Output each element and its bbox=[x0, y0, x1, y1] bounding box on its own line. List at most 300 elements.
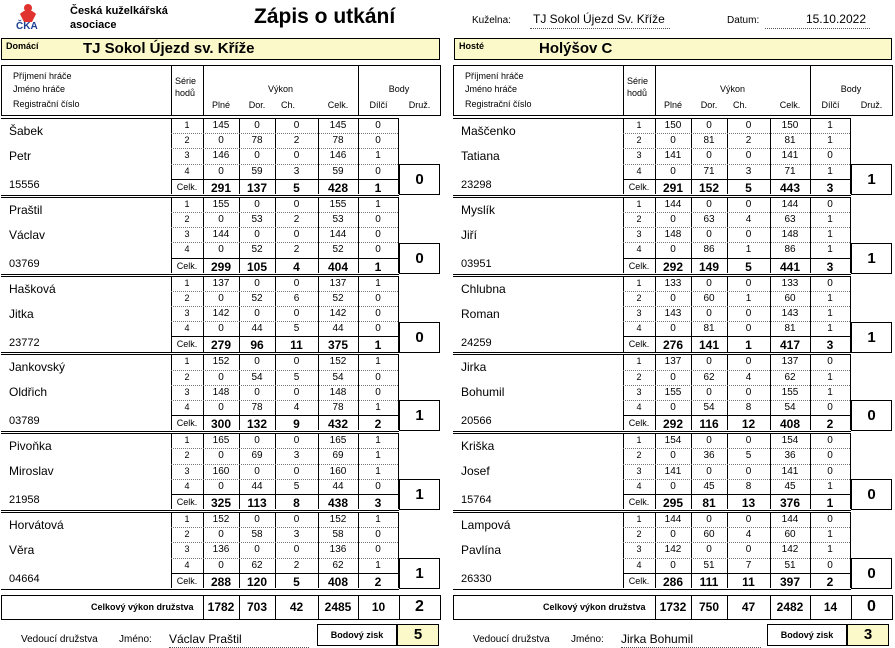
series-value: 63 bbox=[703, 214, 715, 225]
series-value: 6 bbox=[293, 292, 300, 304]
series-number: 1 bbox=[636, 198, 642, 209]
series-value: 52 bbox=[332, 292, 344, 304]
col-player-surname: Příjmení hráče bbox=[13, 71, 72, 81]
series-value: 0 bbox=[745, 514, 752, 525]
series-value: 2 bbox=[293, 135, 300, 147]
player-surname: Chlubna bbox=[461, 281, 506, 296]
series-value: 0 bbox=[706, 120, 712, 131]
series-value: 60 bbox=[703, 292, 715, 304]
total-row-line bbox=[623, 179, 851, 180]
col-dilci: Dílčí bbox=[821, 100, 840, 110]
series-value: 5 bbox=[293, 323, 300, 335]
series-value: 144 bbox=[781, 198, 799, 210]
series-value: 54 bbox=[784, 402, 796, 413]
player-reg-number: 20566 bbox=[461, 415, 492, 428]
series-value: 78 bbox=[332, 135, 344, 147]
player-total-value: 292 bbox=[662, 417, 684, 432]
series-value: 137 bbox=[664, 356, 682, 368]
series-row-line bbox=[623, 527, 850, 528]
total-label: Celk. bbox=[628, 181, 650, 192]
points-gain-label: Bodový zisk bbox=[317, 624, 397, 646]
player-surname: Jirka bbox=[461, 360, 487, 375]
series-value: 0 bbox=[218, 244, 224, 256]
series-value: 137 bbox=[329, 277, 347, 289]
series-value: 0 bbox=[218, 292, 224, 304]
series-value: 3 bbox=[745, 165, 752, 177]
team-total-value: 14 bbox=[823, 600, 838, 614]
player-top-line bbox=[1, 197, 399, 198]
series-value: 1 bbox=[375, 356, 381, 368]
series-value: 51 bbox=[784, 559, 796, 571]
col-dor: Dor. bbox=[700, 100, 718, 110]
col-dilci: Dílčí bbox=[369, 100, 388, 110]
series-value: 141 bbox=[781, 150, 799, 162]
series-value: 81 bbox=[784, 323, 796, 335]
player-surname: Praštil bbox=[9, 202, 43, 217]
player-surname: Šabek bbox=[9, 124, 44, 138]
series-value: 58 bbox=[251, 529, 263, 541]
series-row-line bbox=[171, 133, 398, 134]
player-total-value: 408 bbox=[779, 417, 801, 432]
series-value: 142 bbox=[781, 544, 799, 556]
player-total-value: 3 bbox=[826, 259, 834, 274]
total-row-line bbox=[171, 258, 399, 259]
player-total-value: 432 bbox=[327, 417, 349, 432]
col-plne: Plné bbox=[211, 100, 230, 110]
series-row-line bbox=[623, 321, 850, 322]
total-label: Celk. bbox=[628, 575, 650, 586]
series-value: 2 bbox=[293, 244, 300, 256]
series-value: 0 bbox=[375, 120, 381, 131]
series-value: 1 bbox=[827, 214, 833, 225]
team-total-value: 0 bbox=[867, 598, 876, 615]
series-value: 150 bbox=[781, 120, 799, 131]
team-total-right bbox=[892, 595, 893, 619]
series-number: 3 bbox=[184, 308, 190, 318]
team-total-value: 47 bbox=[741, 600, 756, 614]
series-value: 0 bbox=[745, 356, 752, 368]
series-value: 0 bbox=[375, 480, 381, 492]
series-value: 1 bbox=[827, 323, 833, 335]
total-row-line bbox=[623, 258, 851, 259]
series-value: 0 bbox=[293, 229, 300, 241]
series-value: 143 bbox=[781, 308, 799, 319]
player-total-value: 120 bbox=[246, 574, 268, 589]
series-value: 51 bbox=[703, 559, 715, 571]
team-total-top-line bbox=[453, 595, 893, 596]
series-value: 0 bbox=[375, 386, 381, 398]
series-value: 0 bbox=[375, 214, 381, 225]
series-value: 133 bbox=[781, 277, 799, 289]
player-bottom-line bbox=[453, 352, 851, 353]
series-number: 1 bbox=[636, 435, 642, 446]
team-point-box: 1 bbox=[851, 243, 892, 274]
player-total-value: 111 bbox=[699, 574, 719, 589]
series-row-line bbox=[623, 133, 850, 134]
series-number: 4 bbox=[184, 323, 190, 334]
team-point-box: 1 bbox=[399, 558, 440, 589]
team-point-box: 0 bbox=[851, 479, 892, 510]
series-value: 1 bbox=[827, 371, 833, 383]
player-bottom-line bbox=[1, 510, 399, 511]
series-value: 36 bbox=[784, 450, 796, 462]
series-value: 78 bbox=[332, 402, 344, 413]
series-value: 144 bbox=[212, 229, 230, 241]
player-total-value: 428 bbox=[327, 180, 349, 195]
series-value: 0 bbox=[827, 465, 833, 477]
series-value: 44 bbox=[332, 480, 344, 492]
col-player-reg: Registrační číslo bbox=[465, 99, 532, 109]
col-ch: Ch. bbox=[732, 100, 747, 110]
series-value: 36 bbox=[703, 450, 715, 462]
player-total-value: 417 bbox=[779, 338, 801, 353]
total-label: Celk. bbox=[176, 497, 198, 507]
series-value: 0 bbox=[745, 435, 752, 447]
series-row-line bbox=[623, 542, 850, 543]
player-total-value: 3 bbox=[826, 180, 834, 195]
series-value: 3 bbox=[293, 165, 300, 177]
series-value: 0 bbox=[706, 514, 712, 525]
series-value: 0 bbox=[670, 371, 676, 383]
series-value: 143 bbox=[664, 308, 682, 319]
series-value: 152 bbox=[212, 514, 230, 525]
series-number: 3 bbox=[636, 386, 642, 397]
player-top-line bbox=[453, 433, 851, 434]
player-top-line bbox=[453, 276, 851, 277]
series-value: 7 bbox=[745, 559, 752, 571]
player-total-value: 2 bbox=[826, 574, 834, 589]
team-point-box: 1 bbox=[399, 479, 440, 510]
total-label: Celk. bbox=[176, 339, 198, 350]
series-value: 60 bbox=[703, 529, 715, 541]
team-point-box: 1 bbox=[851, 322, 892, 353]
series-value: 0 bbox=[218, 214, 224, 225]
series-value: 4 bbox=[745, 214, 752, 225]
series-value: 1 bbox=[375, 450, 381, 462]
series-value: 3 bbox=[293, 529, 300, 541]
series-number: 4 bbox=[636, 402, 642, 412]
series-value: 0 bbox=[670, 214, 676, 225]
team-total-top-line bbox=[1, 595, 441, 596]
series-value: 54 bbox=[251, 371, 263, 383]
org-line-2: asociace bbox=[70, 19, 117, 31]
home-team-name: TJ Sokol Újezd sv. Kříže bbox=[83, 40, 255, 57]
series-value: 1 bbox=[827, 308, 833, 319]
series-value: 146 bbox=[329, 150, 347, 162]
player-reg-number: 03789 bbox=[9, 415, 40, 428]
col-player-surname: Příjmení hráče bbox=[465, 71, 524, 81]
series-number: 2 bbox=[636, 529, 642, 540]
player-reg-number: 26330 bbox=[461, 573, 492, 585]
player-first-name: Miroslav bbox=[9, 464, 54, 479]
series-value: 144 bbox=[664, 514, 682, 525]
series-value: 0 bbox=[670, 244, 676, 256]
player-total-value: 1 bbox=[374, 259, 382, 274]
team-point-box: 0 bbox=[851, 558, 892, 589]
series-row-line bbox=[171, 164, 398, 165]
player-total-value: 137 bbox=[246, 180, 268, 195]
away-score-table bbox=[453, 65, 889, 646]
col-player-first: Jméno hráče bbox=[465, 84, 518, 94]
series-value: 0 bbox=[375, 244, 381, 256]
series-value: 0 bbox=[745, 308, 752, 319]
total-row-line bbox=[171, 573, 399, 574]
series-value: 86 bbox=[703, 244, 715, 256]
series-value: 0 bbox=[706, 386, 712, 398]
series-number: 4 bbox=[636, 559, 642, 570]
series-value: 0 bbox=[218, 402, 224, 413]
col-celk: Celk. bbox=[779, 100, 801, 110]
home-team-bar bbox=[1, 38, 440, 60]
series-value: 0 bbox=[293, 150, 300, 162]
series-number: 1 bbox=[184, 198, 190, 209]
series-value: 53 bbox=[251, 214, 263, 225]
series-number: 4 bbox=[184, 244, 190, 255]
player-total-value: 441 bbox=[779, 259, 801, 274]
player-total-value: 286 bbox=[662, 574, 684, 589]
header-sep-series bbox=[171, 65, 172, 115]
series-number: 3 bbox=[184, 544, 190, 555]
series-value: 81 bbox=[703, 135, 715, 147]
player-bottom-line bbox=[1, 274, 399, 275]
series-value: 133 bbox=[664, 277, 682, 289]
series-value: 45 bbox=[784, 480, 796, 492]
player-reg-number: 03951 bbox=[461, 257, 492, 270]
series-value: 0 bbox=[254, 308, 260, 319]
header-bottom-line bbox=[1, 115, 441, 116]
series-value: 155 bbox=[664, 386, 682, 398]
series-value: 0 bbox=[293, 435, 300, 447]
series-value: 62 bbox=[332, 559, 344, 571]
series-value: 141 bbox=[781, 465, 799, 477]
player-first-name: Josef bbox=[461, 464, 490, 479]
series-value: 154 bbox=[664, 435, 682, 447]
series-row-line bbox=[171, 306, 398, 307]
series-value: 1 bbox=[827, 292, 833, 304]
series-value: 1 bbox=[827, 244, 833, 256]
player-total-value: 438 bbox=[327, 496, 349, 510]
logo-text: ČKA bbox=[16, 21, 38, 32]
total-label: Celk. bbox=[176, 181, 198, 192]
player-surname: Maščenko bbox=[461, 124, 516, 138]
player-total-value: 397 bbox=[779, 574, 801, 589]
player-first-name: Petr bbox=[9, 149, 32, 163]
series-value: 0 bbox=[745, 120, 752, 131]
player-reg-number: 23772 bbox=[9, 336, 40, 349]
player-total-value: 2 bbox=[374, 574, 382, 589]
series-value: 0 bbox=[706, 465, 712, 477]
player-total-value: 13 bbox=[741, 496, 756, 510]
series-value: 0 bbox=[670, 323, 676, 335]
series-value: 81 bbox=[784, 135, 796, 147]
player-first-name: Věra bbox=[9, 543, 35, 557]
player-total-value: 5 bbox=[293, 574, 300, 589]
player-total-value: 295 bbox=[662, 496, 684, 510]
player-top-line bbox=[453, 118, 851, 119]
series-number: 3 bbox=[636, 150, 642, 161]
series-value: 0 bbox=[706, 435, 712, 447]
cka-logo bbox=[14, 2, 42, 34]
player-reg-number: 15764 bbox=[461, 494, 492, 507]
series-row-line bbox=[171, 527, 398, 528]
series-value: 1 bbox=[375, 559, 381, 571]
series-number: 2 bbox=[184, 292, 190, 303]
series-number: 1 bbox=[636, 277, 642, 288]
series-value: 62 bbox=[703, 371, 715, 383]
series-value: 2 bbox=[293, 559, 300, 571]
captain-label: Vedoucí družstva bbox=[473, 634, 550, 645]
player-surname: Pivoňka bbox=[9, 439, 52, 454]
series-value: 144 bbox=[781, 514, 799, 525]
series-value: 145 bbox=[329, 120, 347, 131]
series-value: 0 bbox=[254, 465, 260, 477]
series-value: 5 bbox=[745, 450, 752, 462]
series-value: 0 bbox=[745, 323, 752, 335]
series-value: 142 bbox=[664, 544, 682, 556]
player-total-value: 5 bbox=[745, 259, 752, 274]
header-top-line bbox=[453, 65, 893, 66]
series-value: 0 bbox=[670, 480, 676, 492]
col-performance: Výkon bbox=[719, 84, 745, 94]
player-bottom-line bbox=[1, 431, 399, 432]
series-value: 137 bbox=[781, 356, 799, 368]
date-label: Datum: bbox=[727, 15, 760, 26]
series-value: 0 bbox=[670, 402, 676, 413]
player-surname: Jankovský bbox=[9, 360, 66, 375]
header-left-line bbox=[453, 65, 454, 115]
series-value: 54 bbox=[703, 402, 715, 413]
series-value: 0 bbox=[254, 435, 260, 447]
series-value: 60 bbox=[784, 529, 796, 541]
series-value: 152 bbox=[212, 356, 230, 368]
series-row-line bbox=[171, 448, 398, 449]
series-value: 0 bbox=[254, 544, 260, 556]
player-total-value: 2 bbox=[826, 417, 834, 432]
series-number: 4 bbox=[636, 323, 642, 334]
player-total-value: 300 bbox=[210, 417, 232, 432]
series-value: 0 bbox=[827, 198, 833, 210]
series-value: 62 bbox=[784, 371, 796, 383]
col-performance: Výkon bbox=[267, 84, 293, 94]
team-total-value: 10 bbox=[371, 600, 386, 614]
team-total-left bbox=[453, 595, 454, 619]
series-value: 0 bbox=[293, 198, 300, 210]
player-bottom-line bbox=[453, 195, 851, 196]
col-player-first: Jméno hráče bbox=[13, 84, 66, 94]
series-value: 0 bbox=[254, 277, 260, 289]
series-value: 148 bbox=[664, 229, 682, 241]
series-value: 69 bbox=[251, 450, 263, 462]
series-number: 3 bbox=[184, 386, 190, 397]
series-number: 1 bbox=[636, 356, 642, 367]
header-top-line bbox=[1, 65, 441, 66]
player-first-name: Tatiana bbox=[461, 149, 500, 163]
player-total-value: 404 bbox=[327, 259, 349, 274]
col-player-reg: Registrační číslo bbox=[13, 99, 80, 109]
venue-value: TJ Sokol Újezd Sv. Kříže bbox=[530, 12, 670, 29]
player-total-value: 9 bbox=[293, 417, 300, 432]
team-total-bottom-line bbox=[453, 619, 893, 620]
player-total-value: 149 bbox=[698, 259, 720, 274]
player-total-value: 8 bbox=[293, 496, 300, 510]
total-row-line bbox=[623, 573, 851, 574]
series-value: 0 bbox=[827, 150, 833, 162]
series-value: 0 bbox=[254, 356, 260, 368]
series-value: 0 bbox=[706, 356, 712, 368]
series-number: 2 bbox=[184, 450, 190, 461]
series-row-line bbox=[171, 558, 398, 559]
series-number: 2 bbox=[184, 529, 190, 540]
series-value: 136 bbox=[212, 544, 230, 556]
series-row-line bbox=[623, 558, 850, 559]
series-value: 1 bbox=[827, 529, 833, 541]
series-value: 0 bbox=[254, 120, 260, 131]
player-top-line bbox=[1, 433, 399, 434]
series-row-line bbox=[171, 227, 398, 228]
series-row-line bbox=[171, 464, 398, 465]
series-value: 0 bbox=[375, 229, 381, 241]
series-value: 145 bbox=[212, 120, 230, 131]
series-value: 52 bbox=[332, 244, 344, 256]
team-point-box: 0 bbox=[399, 243, 440, 274]
series-number: 3 bbox=[636, 544, 642, 555]
series-value: 0 bbox=[293, 277, 300, 289]
series-value: 0 bbox=[375, 135, 381, 147]
series-value: 81 bbox=[703, 323, 715, 335]
player-reg-number: 03769 bbox=[9, 257, 40, 270]
player-total-value: 3 bbox=[374, 496, 382, 510]
player-total-value: 375 bbox=[327, 338, 349, 353]
col-druz: Druž. bbox=[860, 100, 883, 110]
series-value: 1 bbox=[375, 198, 381, 210]
series-row-line bbox=[623, 385, 850, 386]
player-bottom-line bbox=[453, 274, 851, 275]
team-total-value: 2482 bbox=[776, 600, 804, 614]
series-value: 0 bbox=[706, 308, 712, 319]
points-gain-value: 3 bbox=[847, 624, 889, 646]
player-surname: Lampová bbox=[461, 518, 511, 532]
series-number: 2 bbox=[636, 135, 642, 146]
col-dor: Dor. bbox=[248, 100, 266, 110]
series-value: 0 bbox=[827, 450, 833, 462]
series-value: 160 bbox=[329, 465, 347, 477]
series-row-line bbox=[623, 148, 850, 149]
player-total-value: 1 bbox=[374, 180, 382, 195]
series-number: 4 bbox=[636, 165, 642, 176]
series-row-line bbox=[171, 370, 398, 371]
series-value: 0 bbox=[706, 198, 712, 210]
series-value: 52 bbox=[251, 292, 263, 304]
player-total-value: 1 bbox=[826, 496, 834, 510]
team-total-label: Celkový výkon družstva bbox=[91, 602, 194, 612]
captain-name-label: Jméno: bbox=[119, 634, 152, 645]
player-total-value: 325 bbox=[210, 496, 232, 510]
player-first-name: Jiří bbox=[461, 227, 477, 242]
series-value: 1 bbox=[375, 435, 381, 447]
series-value: 1 bbox=[827, 544, 833, 556]
series-value: 160 bbox=[212, 465, 230, 477]
captain-name: Jirka Bohumil bbox=[621, 632, 761, 648]
player-surname: Hašková bbox=[9, 281, 56, 296]
player-first-name: Václav bbox=[9, 227, 46, 242]
player-reg-number: 15556 bbox=[9, 179, 40, 191]
player-reg-number: 24259 bbox=[461, 336, 492, 349]
series-row-line bbox=[171, 148, 398, 149]
header-right-line bbox=[892, 65, 893, 115]
player-total-value: 105 bbox=[246, 259, 268, 274]
player-total-value: 3 bbox=[826, 338, 834, 353]
series-value: 0 bbox=[745, 277, 752, 289]
